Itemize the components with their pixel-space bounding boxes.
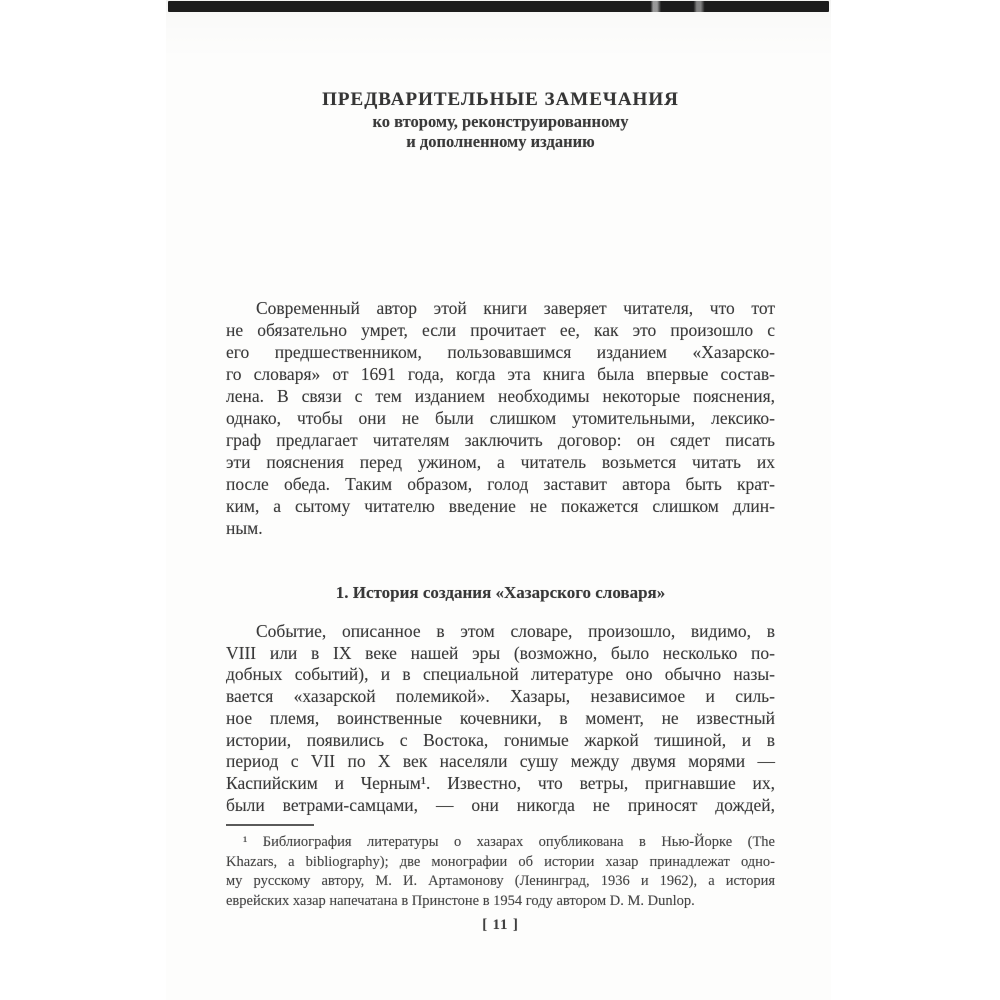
page-subtitle xyxy=(226,112,775,152)
subtitle-line: и дополненному изданию xyxy=(406,132,595,151)
text-line: ким, а сытому читателю введение не покажется слишком длин- xyxy=(226,496,775,516)
text-line: го словаря» от 1691 года, когда эта книга была впервые состав- xyxy=(226,364,775,384)
footnote-line: Khazars, a bibliography); две монографии об истории хазар принадлежат одно- xyxy=(226,853,775,870)
text-line: его предшественником, пользовавшимся изданием «Хазарско- xyxy=(226,342,775,362)
paragraph-history xyxy=(226,621,775,816)
footnote-separator xyxy=(226,824,314,826)
footnote-line: ¹ Библиография литературы о хазарах опубликована в Нью-Йорке (The xyxy=(243,834,775,850)
text-line: ным. xyxy=(226,518,263,538)
text-line: не обязательно умрет, если прочитает ее, как это произошло с xyxy=(226,320,775,340)
text-line: эти пояснения перед ужином, а читатель возьмется читать их xyxy=(226,452,775,472)
page-number: [ 11 ] xyxy=(482,917,519,933)
text-line: лена. В связи с тем изданием необходимы некоторые пояснения, xyxy=(226,386,775,406)
text-line: были ветрами-самцами, — они никогда не приносят дождей, xyxy=(226,794,775,815)
text-line: истории, появились с Востока, гонимые жаркой тишиной, и в xyxy=(226,729,775,750)
text-line: Событие, описанное в этом словаре, произошло, видимо, в xyxy=(256,621,775,641)
text-line: период с VII по X век населяли сушу между двумя морями — xyxy=(226,751,775,772)
text-line: однако, чтобы они не были слишком утомительными, лексико- xyxy=(226,408,775,428)
page-top-edge-bar xyxy=(168,1,829,12)
text-line: VIII или в IX веке нашей эры (возможно, было несколько по- xyxy=(226,642,775,663)
text-line: граф предлагает читателям заключить договор: он сядет писать xyxy=(226,430,775,450)
paragraph-intro xyxy=(226,297,775,539)
text-line: Современный автор этой книги заверяет читателя, что тот xyxy=(256,298,775,318)
chapter-header xyxy=(226,88,775,152)
page-title: ПРЕДВАРИТЕЛЬНЫЕ ЗАМЕЧАНИЯ xyxy=(322,89,679,110)
text-line: вается «хазарской полемикой». Хазары, независимое и силь- xyxy=(226,686,775,707)
text-line: после обеда. Таким образом, голод заставит автора быть крат- xyxy=(226,474,775,494)
footnote-line: еврейских хазар напечатана в Принстоне в 1954 году автором D. M. Dunlop. xyxy=(226,892,695,909)
text-line: ное племя, воинственные кочевники, в момент, не известный xyxy=(226,707,775,728)
text-line: Каспийским и Черным¹. Известно, что ветры, пригнавшие их, xyxy=(226,772,775,793)
subtitle-line: ко второму, реконструированному xyxy=(372,112,629,131)
text-line: добных событий), и в специальной литературе оно обычно назы- xyxy=(226,664,775,685)
footnote-line: му русскому автору, М. И. Артамонову (Ленинград, 1936 и 1962), а история xyxy=(226,873,775,889)
footnote xyxy=(226,833,775,911)
section-heading: 1. История создания «Хазарского словаря» xyxy=(335,583,666,602)
